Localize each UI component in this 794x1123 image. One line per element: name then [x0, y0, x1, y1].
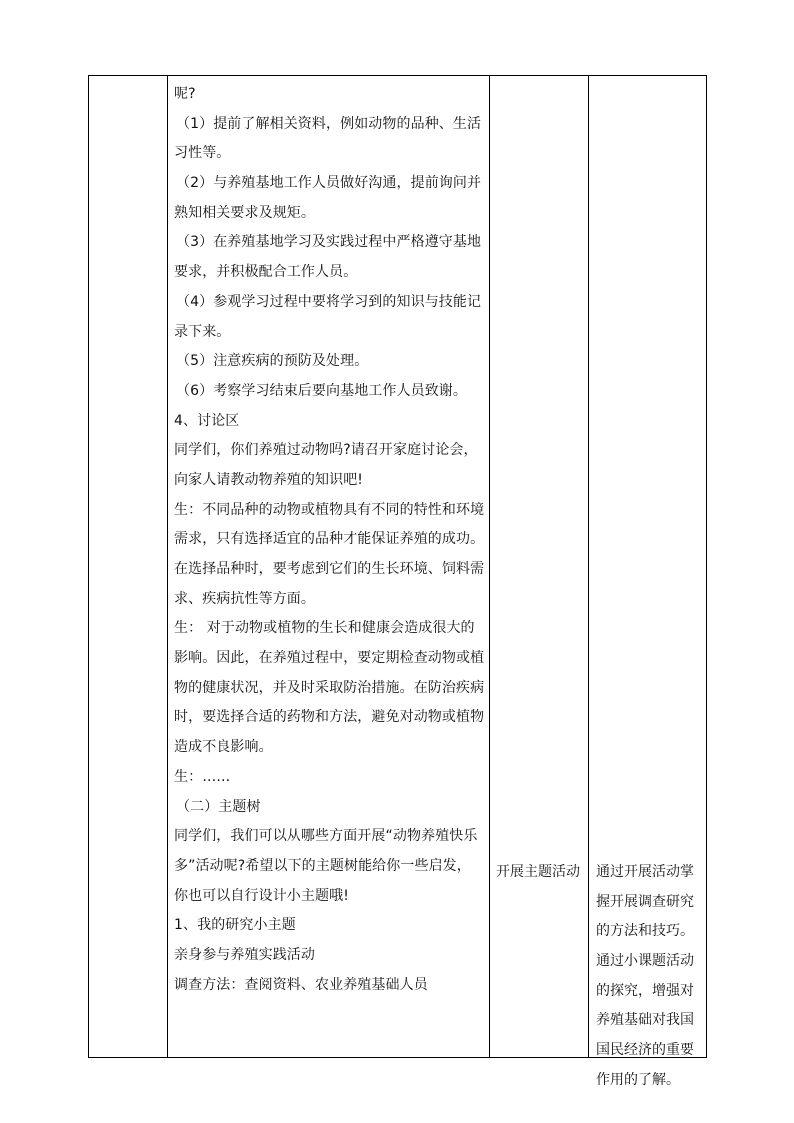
purpose-text	[596, 858, 704, 1096]
purpose-line: 的探究，增强对	[596, 982, 694, 999]
content-line: 要求，并积极配合工作人员。	[174, 264, 358, 281]
purpose-line: 的方法和技巧。	[596, 923, 694, 940]
content-line: 需求，只有选择适宜的品种才能保证养殖的成功。	[174, 531, 485, 548]
content-line: 习性等。	[174, 145, 231, 162]
purpose-line: 国民经济的重要	[596, 1042, 694, 1059]
content-line: 同学们，我们可以从哪些方面开展“动物养殖快乐	[174, 828, 478, 845]
content-line: 物的健康状况，并及时采取防治措施。在防治疾病	[174, 679, 485, 696]
content-line: （5）注意疾病的预防及处理。	[176, 353, 369, 370]
content-line: 同学们，你们养殖过动物吗?请召开家庭讨论会，	[174, 442, 478, 459]
stage-cell	[89, 76, 167, 1057]
content-line: 向家人请教动物养殖的知识吧!	[174, 471, 364, 488]
student-activity-cell	[490, 76, 588, 1057]
content-line: 生： 对于动物或植物的生长和健康会造成很大的	[174, 620, 475, 637]
content-line: 造成不良影响。	[174, 739, 273, 756]
content-line: 影响。因此，在养殖过程中，要定期检查动物或植	[174, 650, 485, 667]
activity-label: 开展主题活动	[496, 864, 580, 880]
content-line: 生：……	[174, 768, 231, 785]
teaching-content-cell	[168, 76, 489, 1057]
content-line: （二）主题树	[176, 798, 261, 815]
content-line: 在选择品种时，要考虑到它们的生长环境、饲料需	[174, 561, 485, 577]
purpose-line: 通过开展活动掌	[596, 864, 694, 880]
content-line: 求、疾病抗性等方面。	[174, 590, 315, 607]
lesson-plan-table	[88, 75, 707, 1088]
purpose-line: 握开展调查研究	[596, 893, 694, 910]
content-line: （3）在养殖基地学习及实践过程中严格遵守基地	[176, 234, 482, 251]
content-line: 录下来。	[174, 323, 231, 340]
content-line: 调查方法：查阅资料、农业养殖基础人员	[174, 976, 428, 993]
purpose-line: 作用的了解。	[596, 1071, 680, 1088]
content-line: 生：不同品种的动物或植物具有不同的特性和环境	[174, 501, 485, 518]
content-line: 呢?	[174, 86, 196, 102]
purpose-line: 养殖基础对我国	[596, 1012, 694, 1029]
purpose-line: 通过小课题活动	[596, 953, 694, 970]
content-line: 时，要选择合适的药物和方法，避免对动物或植物	[174, 709, 485, 726]
content-line: 多”活动呢?希望以下的主题树能给你一些启发，	[174, 857, 471, 874]
content-line: （1）提前了解相关资料，例如动物的品种、生活	[176, 115, 482, 132]
content-line: 亲身参与养殖实践活动	[174, 946, 315, 963]
content-line: 你也可以自行设计小主题哦!	[174, 887, 349, 904]
content-line: 熟知相关要求及规矩。	[174, 204, 315, 221]
content-line: （2）与养殖基地工作人员做好沟通，提前询问并	[176, 175, 482, 192]
design-purpose-cell	[589, 76, 707, 1088]
content-line: （4）参观学习过程中要将学习到的知识与技能记	[176, 293, 482, 310]
content-line: 1、我的研究小主题	[174, 917, 296, 934]
content-line: （6）考察学习结束后要向基地工作人员致谢。	[176, 382, 468, 399]
content-line: 4、讨论区	[174, 412, 240, 429]
